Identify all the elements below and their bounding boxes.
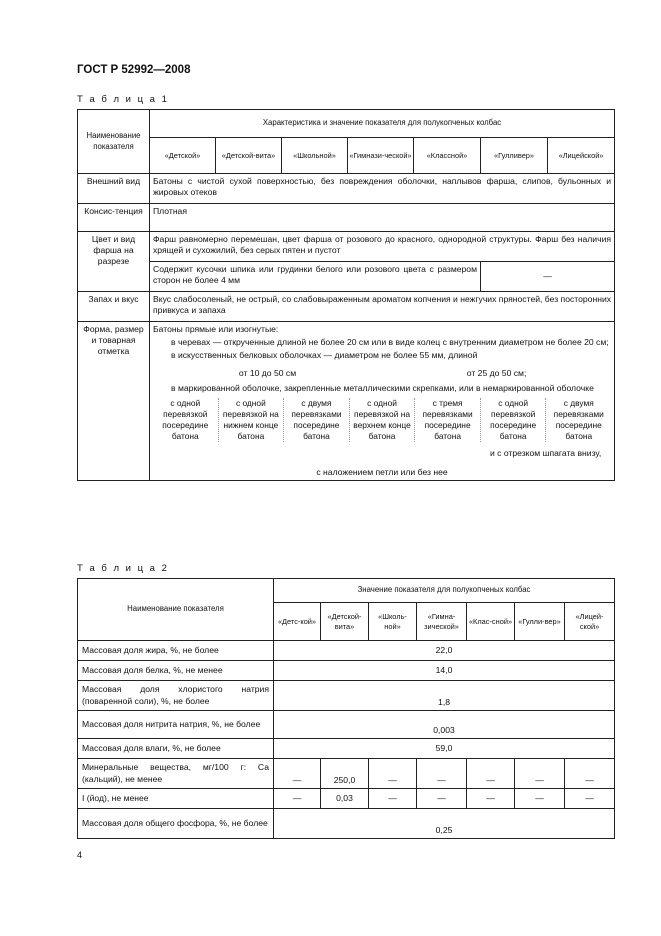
table2-name-header: Наименование показателя	[78, 579, 274, 641]
consistency-text: Плотная	[150, 204, 615, 232]
calcium-value: —	[369, 759, 417, 789]
table1-col-header: «Гимнази-ческой»	[348, 138, 414, 174]
calcium-value: —	[274, 759, 321, 789]
table1-caption: Т а б л и ц а 1	[77, 94, 169, 105]
calcium-value: —	[565, 759, 615, 789]
table1-col-header: «Детской»	[150, 138, 216, 174]
table1-col-header: «Лицейской»	[548, 138, 615, 174]
row-label-form: Форма, размер и товарная отметка	[78, 322, 150, 481]
form-tie: с тремя перевязками посередине батона	[415, 398, 481, 442]
table2-col-header: «Лицей-ской»	[565, 603, 615, 641]
form-line1: Батоны прямые или изогнутые:	[153, 324, 279, 334]
value-nitrite: 0,003	[274, 711, 615, 739]
row-label-phosphorus: Массовая доля общего фосфора, %, не более	[78, 809, 274, 839]
table2-caption: Т а б л и ц а 2	[77, 563, 169, 574]
form-length-2: от 25 до 50 см;	[466, 367, 527, 378]
form-line3: в искусственных белковых оболочках — диаметром не более 55 мм, длиной	[171, 350, 478, 361]
form-tie: с двумя перевязками посередине батона	[553, 397, 604, 441]
iodine-value: 0,03	[321, 789, 369, 809]
calcium-value: 250,0	[321, 759, 369, 789]
row-label-nitrite: Массовая доля нитрита натрия, %, не более	[78, 711, 274, 739]
calcium-value: —	[515, 759, 565, 789]
row-label-consistency: Консис-тенция	[78, 204, 150, 232]
form-twine: и с отрезком шпагата внизу,	[489, 447, 602, 458]
table1-name-header: Наименование показателя	[78, 110, 150, 174]
row-label-iodine: I (йод), не менее	[78, 789, 274, 809]
value-fat: 22,0	[274, 641, 615, 661]
table2-col-header: «Детс-кой»	[274, 603, 321, 641]
form-line2: в черевах — открученные длиной не более 20 см или в виде колец с внутренним диаметром не более 20 см;	[171, 337, 609, 348]
row-label-smell: Запах и вкус	[78, 292, 150, 322]
iodine-value: —	[515, 789, 565, 809]
table2-col-header: «Школь-ной»	[369, 603, 417, 641]
table1-col-header: «Гулливер»	[481, 138, 548, 174]
form-tie: с одной перевязкой на нижнем конце батона	[219, 398, 285, 442]
table1-col-header: «Классной»	[414, 138, 481, 174]
form-line4: в маркированной оболочке, закрепленные металлическими скрепками, или в немаркированной оболочке	[171, 382, 594, 393]
table2-col-header: «Клас-сной»	[467, 603, 515, 641]
form-tie: с одной перевязкой на верхнем конце батона	[350, 398, 416, 442]
form-loop: с наложением петли или без нее	[316, 466, 448, 477]
table2-col-header: «Гулли-вер»	[515, 603, 565, 641]
iodine-value: —	[565, 789, 615, 809]
value-phosphorus: 0,25	[274, 809, 615, 839]
value-protein: 14,0	[274, 661, 615, 681]
row-label-salt: Массовая доля хлористого натрия (поваренной соли), %, не более	[78, 681, 274, 711]
form-cell	[150, 322, 615, 481]
form-tie: с одной перевязкой посередине батона	[153, 398, 219, 442]
table2-col-header: «Детской-вита»	[321, 603, 369, 641]
document-code: ГОСТ Р 52992—2008	[77, 64, 191, 76]
form-tie: с двумя перевязками посередине батона	[284, 398, 350, 442]
table1-col-header: «Школьной»	[282, 138, 348, 174]
smell-text: Вкус слабосоленый, не острый, со слабовыраженным ароматом копчения и нежгучих пряностей, без посторонних привкуса и запаха	[150, 292, 615, 322]
page-number: 4	[77, 850, 83, 860]
value-salt: 1,8	[274, 681, 615, 711]
form-ties	[153, 398, 611, 442]
row-label-calcium: Минеральные вещества, мг/100 г: Са (кальций), не менее	[78, 759, 274, 789]
table2	[77, 578, 615, 839]
color-dash: —	[481, 262, 615, 292]
color-text: Фарш равномерно перемешан, цвет фарша от розового до красного, однородной структуры. Фарш без наличия хрящей и сухожилий, без серых пятен и пустот	[150, 232, 615, 262]
row-label-appearance: Внешний вид	[78, 174, 150, 204]
row-label-color: Цвет и вид фарша на разрезе	[78, 232, 150, 292]
appearance-text: Батоны с чистой сухой поверхностью, без повреждения оболочки, наплывов фарша, слипов, бульонных и жировых отеков	[150, 174, 615, 204]
row-label-fat: Массовая доля жира, %, не более	[78, 641, 274, 661]
calcium-value: —	[467, 759, 515, 789]
table1-col-header: «Детской-вита»	[216, 138, 282, 174]
iodine-value: —	[274, 789, 321, 809]
value-moisture: 59,0	[274, 739, 615, 759]
table2-col-header: «Гимна-зической»	[417, 603, 467, 641]
iodine-value: —	[417, 789, 467, 809]
form-length-1: от 10 до 50 см	[238, 367, 297, 378]
calcium-value: —	[417, 759, 467, 789]
table2-group-header: Значение показателя для полукопченых колбас	[274, 579, 615, 603]
iodine-value: —	[369, 789, 417, 809]
iodine-value: —	[467, 789, 515, 809]
table1-group-header: Характеристика и значение показателя для полукопченых колбас	[150, 110, 615, 138]
row-label-protein: Массовая доля белка, %, не менее	[78, 661, 274, 681]
color-fat-text: Содержит кусочки шпика или грудинки белого или розового цвета с размером сторон не более 4 мм	[150, 262, 481, 292]
row-label-moisture: Массовая доля влаги, %, не более	[78, 739, 274, 759]
form-tie: с одной перевязкой посередине батона	[481, 398, 547, 442]
table1	[77, 109, 615, 481]
